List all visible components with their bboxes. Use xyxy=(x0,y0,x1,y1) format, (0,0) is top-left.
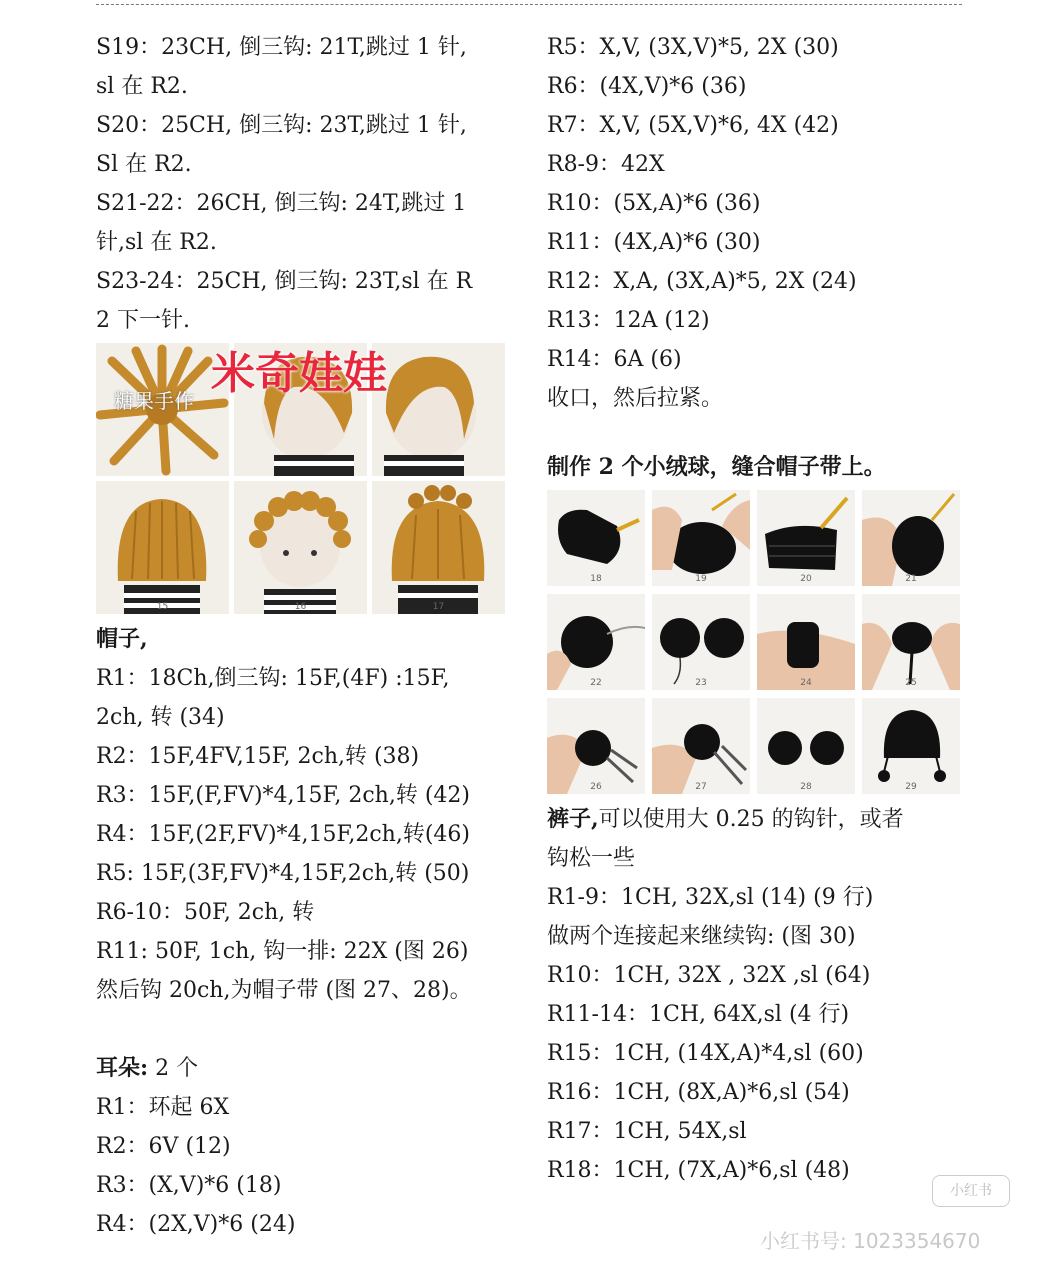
photo-number: 27 xyxy=(695,782,707,792)
left-column xyxy=(96,28,516,1244)
text-line: R5：X,V, (3X,V)*5, 2X (30) xyxy=(547,35,839,60)
photo-number: 18 xyxy=(590,574,602,584)
photo-step-24 xyxy=(757,594,855,690)
photo-number: 21 xyxy=(905,574,917,584)
photo-step-18 xyxy=(547,490,645,586)
text-line: R1：18Ch,倒三钩: 15F,(4F) :15F, xyxy=(96,666,450,691)
photo-doll-back xyxy=(96,481,229,614)
black-swatch-icon xyxy=(547,490,645,586)
text-line: R6：(4X,V)*6 (36) xyxy=(547,74,747,99)
hand-swatch-icon xyxy=(862,490,960,586)
photo-number: 29 xyxy=(905,782,917,792)
photo-number: 20 xyxy=(800,574,812,584)
photo-step-20 xyxy=(757,490,855,586)
text-line: R6-10：50F, 2ch, 转 xyxy=(96,900,315,925)
two-discs-icon xyxy=(652,594,750,690)
text-line: S19：23CH, 倒三钩: 21T,跳过 1 针, xyxy=(96,35,467,60)
top-divider xyxy=(96,4,962,5)
photo-number: 17 xyxy=(432,602,445,612)
photo-doll-back-curls xyxy=(372,481,505,614)
text-line: 针,sl 在 R2. xyxy=(96,230,217,255)
doll-head-icon xyxy=(372,343,505,476)
watermark-badge: 小红书 xyxy=(932,1175,1010,1207)
photo-number: 24 xyxy=(800,678,812,688)
hair-photo-grid xyxy=(96,343,508,614)
text-line: R16：1CH, (8X,A)*6,sl (54) xyxy=(547,1080,850,1105)
pompom-heading: 制作 2 个小绒球，缝合帽子带上。 xyxy=(547,454,886,480)
photo-step-21 xyxy=(862,490,960,586)
text-line: R17：1CH, 54X,sl xyxy=(547,1119,747,1144)
text-line: R4：(2X,V)*6 (24) xyxy=(96,1212,296,1237)
section-heading: 帽子, xyxy=(96,626,148,652)
photo-number: 25 xyxy=(905,678,917,688)
text-line: R2：15F,4FV,15F, 2ch,转 (38) xyxy=(96,744,420,769)
text-line: 2 下一针. xyxy=(96,308,190,333)
pants-section xyxy=(547,800,967,1190)
doll-back-icon xyxy=(96,481,229,614)
text-line: S21-22：26CH, 倒三钩: 24T,跳过 1 xyxy=(96,191,467,216)
photo-step-28 xyxy=(757,698,855,794)
text-line: R3：15F,(F,FV)*4,15F, 2ch,转 (42) xyxy=(96,783,470,808)
text-line: R1：环起 6X xyxy=(96,1095,230,1120)
photo-number: 28 xyxy=(800,782,812,792)
text-line: R10：(5X,A)*6 (36) xyxy=(547,191,761,216)
ear-continued xyxy=(547,28,967,418)
black-swatch-icon xyxy=(757,490,855,586)
text-line: R2：6V (12) xyxy=(96,1134,231,1159)
ear-heading: 耳朵: xyxy=(96,1055,149,1081)
text-line: 2ch, 转 (34) xyxy=(96,705,225,730)
text-line: S23-24：25CH, 倒三钩: 23T,sl 在 R xyxy=(96,269,473,294)
text-line: R18：1CH, (7X,A)*6,sl (48) xyxy=(547,1158,850,1183)
ear-count: 2 个 xyxy=(155,1056,199,1081)
photo-step-25 xyxy=(862,594,960,690)
text-line: R10：1CH, 32X , 32X ,sl (64) xyxy=(547,963,871,988)
watermark-id: 小红书号: 1023354670 xyxy=(760,1229,981,1253)
black-hat-icon xyxy=(862,698,960,794)
text-line: R8-9：42X xyxy=(547,152,665,177)
yarn-bundle-icon xyxy=(862,594,960,690)
text-line: 然后钩 20ch,为帽子带 (图 27、28)。 xyxy=(96,978,472,1003)
hand-disc-icon xyxy=(547,594,645,690)
pants-heading-rest: 可以使用大 0.25 的钩针，或者 xyxy=(598,807,904,832)
text-line: S20：25CH, 倒三钩: 23T,跳过 1 针, xyxy=(96,113,467,138)
photo-number: 22 xyxy=(590,678,602,688)
hand-swatch-icon xyxy=(652,490,750,586)
doll-face-icon xyxy=(234,481,367,614)
photo-doll-front xyxy=(234,481,367,614)
scissors-trim-icon xyxy=(652,698,750,794)
text-line: 钩松一些 xyxy=(547,846,636,871)
photo-number: 26 xyxy=(590,782,602,792)
text-line: R11-14：1CH, 64X,sl (4 行) xyxy=(547,1002,850,1027)
text-line: R4：15F,(2F,FV)*4,15F,2ch,转(46) xyxy=(96,822,470,847)
photo-number: 19 xyxy=(695,574,707,584)
text-line: R12：X,A, (3X,A)*5, 2X (24) xyxy=(547,269,857,294)
hair-instructions xyxy=(96,28,516,340)
section-heading xyxy=(96,1049,516,1088)
text-line: R1-9：1CH, 32X,sl (14) (9 行) xyxy=(547,885,874,910)
text-line: R7：X,V, (5X,V)*6, 4X (42) xyxy=(547,113,839,138)
photo-step-23 xyxy=(652,594,750,690)
ear-section xyxy=(96,1049,516,1244)
right-column xyxy=(547,28,967,1190)
pants-heading: 裤子, xyxy=(547,806,599,832)
photo-step-19 xyxy=(652,490,750,586)
text-line: R14：6A (6) xyxy=(547,347,682,372)
doll-back-icon xyxy=(372,481,505,614)
photo-number: 16 xyxy=(294,602,307,612)
photo-step-26 xyxy=(547,698,645,794)
text-line: R11：(4X,A)*6 (30) xyxy=(547,230,761,255)
overlay-brand: 糖果手作 xyxy=(114,389,194,413)
photo-step-29 xyxy=(862,698,960,794)
text-line: sl 在 R2. xyxy=(96,74,188,99)
photo-step-27 xyxy=(652,698,750,794)
text-line: Sl 在 R2. xyxy=(96,152,192,177)
yarn-wrap-icon xyxy=(757,594,855,690)
text-line: 做两个连接起来继续钩: (图 30) xyxy=(547,924,856,949)
hat-section xyxy=(96,620,516,1010)
two-pompoms-icon xyxy=(757,698,855,794)
photo-number: 23 xyxy=(695,678,707,688)
section-heading xyxy=(547,800,967,839)
text-line: R11: 50F, 1ch, 钩一排: 22X (图 26) xyxy=(96,939,469,964)
scissors-cut-icon xyxy=(547,698,645,794)
text-line: R3：(X,V)*6 (18) xyxy=(96,1173,282,1198)
text-line: R15：1CH, (14X,A)*4,sl (60) xyxy=(547,1041,864,1066)
photo-number: 15 xyxy=(156,602,169,612)
overlay-title: 米奇娃娃 xyxy=(211,348,387,399)
text-line: 收口，然后拉紧。 xyxy=(547,386,724,411)
text-line: R5: 15F,(3F,FV)*4,15F,2ch,转 (50) xyxy=(96,861,470,886)
pompom-photo-grid xyxy=(547,490,959,794)
photo-step-22 xyxy=(547,594,645,690)
text-line: R13：12A (12) xyxy=(547,308,710,333)
photo-doll-side-right xyxy=(372,343,505,476)
